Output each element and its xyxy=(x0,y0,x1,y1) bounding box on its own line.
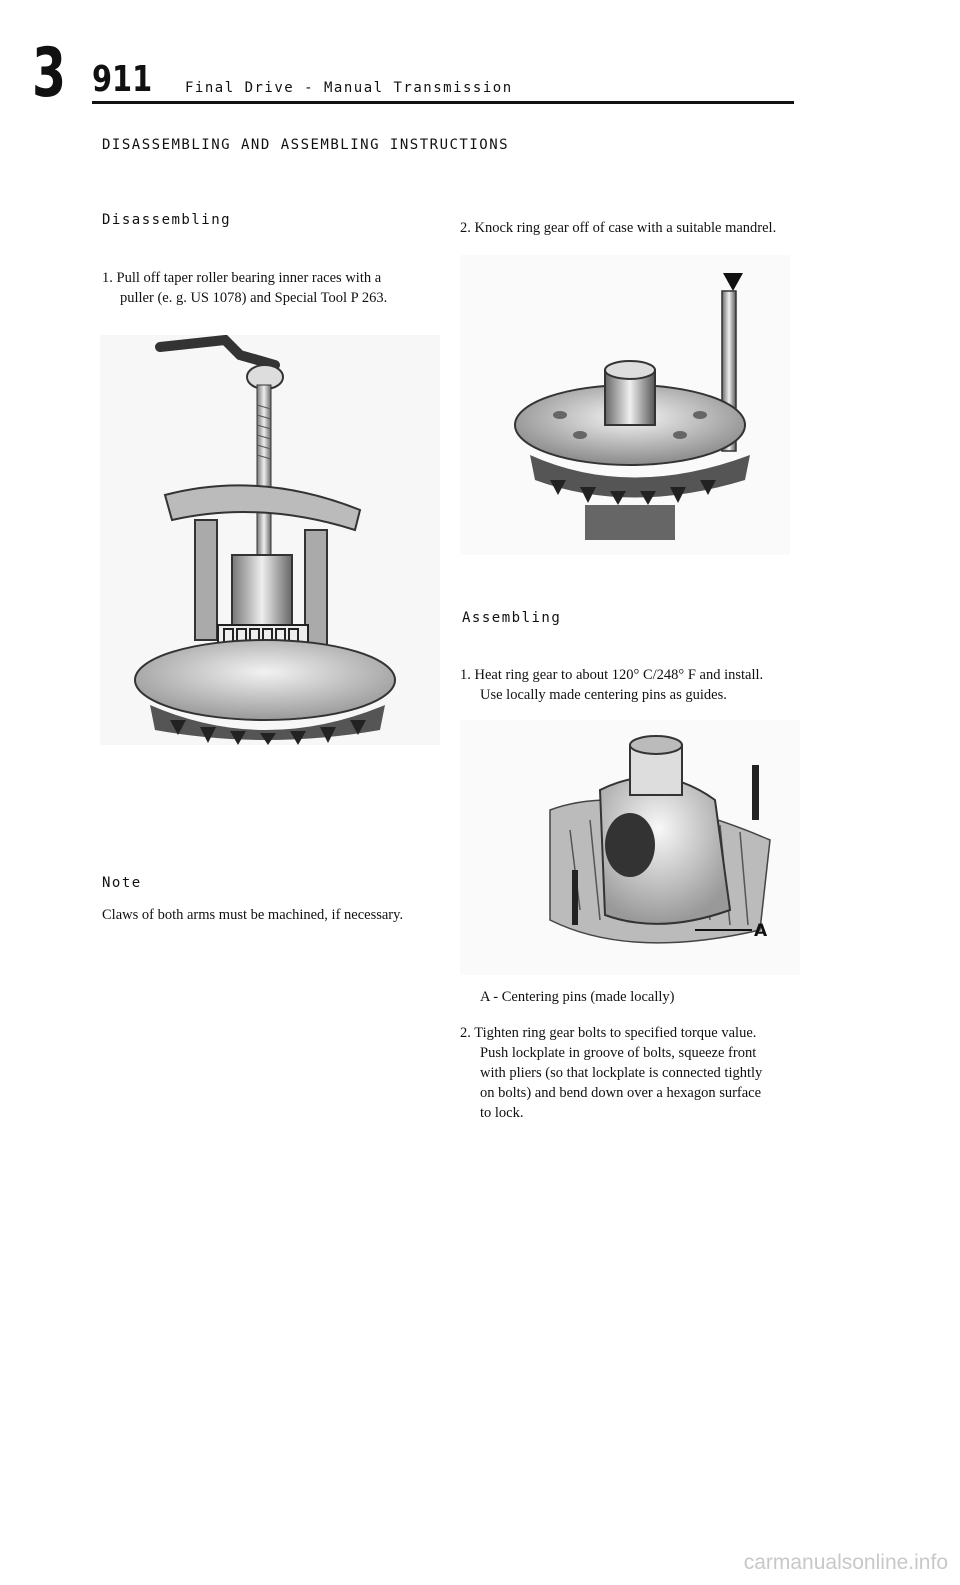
mandrel-figure xyxy=(460,255,790,555)
header-rule xyxy=(92,101,794,104)
assembly-step-1-line-1: 1. Heat ring gear to about 120° C/248° F and install. xyxy=(460,667,764,683)
chapter-number: 3 xyxy=(32,34,67,113)
note-text: Claws of both arms must be machined, if necessary. xyxy=(102,907,404,923)
assembly-step-2-line-4: on bolts) and bend down over a hexagon surface xyxy=(480,1085,762,1101)
disassembling-heading: Disassembling xyxy=(102,212,232,228)
watermark: carmanualsonline.info xyxy=(743,1551,948,1574)
disassembly-step-1 xyxy=(102,268,452,308)
assembly-step-1-line-2: Use locally made centering pins as guides. xyxy=(480,687,727,703)
header-title: Final Drive - Manual Transmission xyxy=(185,80,513,96)
assembly-step-2-line-3: with pliers (so that lockplate is connected tightly xyxy=(480,1065,763,1081)
figure-caption: A - Centering pins (made locally) xyxy=(480,989,675,1005)
centering-pins-figure xyxy=(460,720,800,975)
figure-label-a: A xyxy=(754,921,768,941)
disassembly-step-1-line-1: 1. Pull off taper roller bearing inner races with a xyxy=(102,270,382,286)
assembly-step-2-line-2: Push lockplate in groove of bolts, squeeze front xyxy=(480,1045,757,1061)
disassembly-step-2: 2. Knock ring gear off of case with a suitable mandrel. xyxy=(460,220,777,236)
assembly-step-2-line-1: 2. Tighten ring gear bolts to specified torque value. xyxy=(460,1025,757,1041)
puller-figure xyxy=(100,335,440,745)
note-heading: Note xyxy=(102,875,142,891)
assembling-heading: Assembling xyxy=(462,610,562,626)
section-title: DISASSEMBLING AND ASSEMBLING INSTRUCTIONS xyxy=(102,137,510,153)
assembly-step-2-line-5: to lock. xyxy=(480,1105,524,1121)
assembly-step-1 xyxy=(460,665,820,705)
assembly-step-2 xyxy=(460,1023,840,1123)
disassembly-step-1-line-2: puller (e. g. US 1078) and Special Tool P 263. xyxy=(120,290,388,306)
model-number: 911 xyxy=(92,59,153,100)
